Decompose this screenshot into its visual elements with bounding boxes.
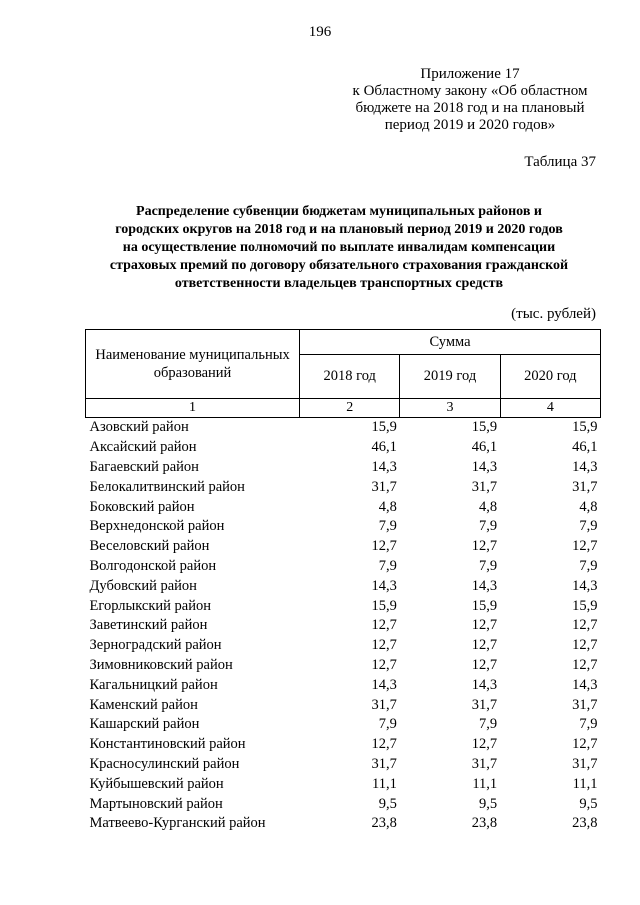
value-2020: 31,7 bbox=[572, 696, 598, 713]
value-2018: 4,8 bbox=[378, 498, 397, 515]
subvention-table bbox=[85, 329, 601, 834]
value-2020: 15,9 bbox=[572, 597, 598, 614]
value-2018: 23,8 bbox=[371, 815, 397, 832]
district-name: Заветинский район bbox=[89, 617, 208, 634]
district-name: Аксайский район bbox=[89, 439, 197, 456]
value-2019: 7,9 bbox=[479, 557, 498, 574]
header-name-column: Наименование муниципальных образований bbox=[86, 330, 300, 399]
value-2020: 31,7 bbox=[572, 478, 598, 495]
table-row bbox=[86, 477, 601, 497]
value-2019: 4,8 bbox=[479, 498, 498, 515]
value-2019: 12,7 bbox=[471, 656, 498, 673]
header-row bbox=[86, 330, 601, 355]
district-name: Кагальницкий район bbox=[89, 676, 218, 693]
title-line: Распределение субвенции бюджетам муниципальных районов и bbox=[136, 204, 542, 219]
table-row bbox=[86, 517, 601, 537]
value-2019: 15,9 bbox=[471, 597, 498, 614]
value-2020: 9,5 bbox=[579, 795, 598, 812]
district-name: Зерноградский район bbox=[89, 637, 222, 654]
district-name: Волгодонской район bbox=[89, 557, 217, 574]
appendix-block bbox=[340, 66, 600, 134]
value-2019: 9,5 bbox=[479, 795, 498, 812]
district-name: Егорлыкский район bbox=[89, 597, 211, 614]
value-2020: 12,7 bbox=[572, 637, 598, 654]
value-2019: 14,3 bbox=[471, 458, 498, 475]
value-2018: 7,9 bbox=[378, 518, 397, 535]
value-2019: 31,7 bbox=[471, 478, 498, 495]
value-2020: 12,7 bbox=[572, 656, 598, 673]
appendix-line: к Областному закону «Об областном bbox=[352, 83, 588, 99]
district-name: Азовский район bbox=[89, 419, 189, 436]
value-2020: 31,7 bbox=[572, 755, 598, 772]
header-year-2018: 2018 год bbox=[300, 355, 400, 399]
district-name: Куйбышевский район bbox=[89, 775, 224, 792]
value-2020: 14,3 bbox=[572, 458, 598, 475]
value-2020: 7,9 bbox=[579, 716, 598, 733]
value-2018: 12,7 bbox=[371, 637, 397, 654]
value-2019: 12,7 bbox=[471, 538, 498, 555]
district-name: Матвеево-Курганский район bbox=[89, 815, 266, 832]
value-2019: 31,7 bbox=[471, 696, 498, 713]
value-2018: 7,9 bbox=[378, 716, 397, 733]
value-2019: 23,8 bbox=[471, 815, 498, 832]
header-year-2019: 2019 год bbox=[400, 355, 500, 399]
title-line: городских округов на 2018 год и на плановый период 2019 и 2020 годов bbox=[115, 222, 563, 237]
value-2018: 14,3 bbox=[371, 577, 397, 594]
value-2020: 12,7 bbox=[572, 617, 598, 634]
title-line: страховых премий по договору обязательного страхования гражданской bbox=[109, 258, 569, 273]
value-2019: 12,7 bbox=[471, 736, 498, 753]
title-line: ответственности владельцев транспортных средств bbox=[174, 276, 504, 291]
value-2020: 12,7 bbox=[572, 736, 598, 753]
table-row bbox=[86, 458, 601, 478]
column-number: 2 bbox=[300, 399, 400, 418]
table-row bbox=[86, 576, 601, 596]
value-2019: 14,3 bbox=[471, 676, 498, 693]
district-name: Дубовский район bbox=[89, 577, 197, 594]
units-label: (тыс. рублей) bbox=[511, 306, 596, 322]
table-row bbox=[86, 438, 601, 458]
table-row bbox=[86, 715, 601, 735]
value-2020: 7,9 bbox=[579, 518, 598, 535]
value-2020: 23,8 bbox=[572, 815, 598, 832]
appendix-line: бюджете на 2018 год и на плановый bbox=[355, 100, 585, 116]
table-row bbox=[86, 735, 601, 755]
district-name: Багаевский район bbox=[89, 458, 199, 475]
value-2019: 7,9 bbox=[479, 716, 498, 733]
appendix-line: Приложение 17 bbox=[420, 66, 520, 82]
document-title bbox=[78, 203, 600, 293]
value-2018: 46,1 bbox=[371, 439, 397, 456]
table-row bbox=[86, 814, 601, 834]
value-2019: 7,9 bbox=[479, 518, 498, 535]
district-name: Константиновский район bbox=[89, 736, 246, 753]
value-2019: 12,7 bbox=[471, 637, 498, 654]
value-2018: 12,7 bbox=[371, 656, 397, 673]
value-2020: 46,1 bbox=[572, 439, 598, 456]
table-row bbox=[86, 418, 601, 438]
table-label: Таблица 37 bbox=[524, 154, 596, 170]
value-2020: 14,3 bbox=[572, 577, 598, 594]
value-2018: 7,9 bbox=[378, 557, 397, 574]
table-row bbox=[86, 636, 601, 656]
value-2020: 15,9 bbox=[572, 419, 598, 436]
table-row bbox=[86, 537, 601, 557]
table-row bbox=[86, 616, 601, 636]
value-2019: 11,1 bbox=[472, 775, 498, 792]
value-2018: 31,7 bbox=[371, 478, 397, 495]
table-row bbox=[86, 755, 601, 775]
value-2019: 46,1 bbox=[471, 439, 498, 456]
value-2018: 31,7 bbox=[371, 755, 397, 772]
value-2019: 12,7 bbox=[471, 617, 498, 634]
district-name: Мартыновский район bbox=[89, 795, 223, 812]
table-row bbox=[86, 557, 601, 577]
value-2018: 12,7 bbox=[371, 617, 397, 634]
value-2020: 4,8 bbox=[579, 498, 598, 515]
table-row bbox=[86, 656, 601, 676]
value-2019: 15,9 bbox=[471, 419, 498, 436]
district-name: Верхнедонской район bbox=[89, 518, 225, 535]
table-row bbox=[86, 774, 601, 794]
value-2018: 12,7 bbox=[371, 736, 397, 753]
district-name: Белокалитвинский район bbox=[89, 478, 245, 495]
value-2020: 7,9 bbox=[579, 557, 598, 574]
header-year-2020: 2020 год bbox=[500, 355, 600, 399]
table-row bbox=[86, 497, 601, 517]
table-row bbox=[86, 675, 601, 695]
column-numbers-row bbox=[86, 399, 601, 418]
column-number: 1 bbox=[86, 399, 300, 418]
district-name: Каменский район bbox=[89, 696, 198, 713]
district-name: Боковский район bbox=[89, 498, 195, 515]
table-row bbox=[86, 596, 601, 616]
value-2020: 14,3 bbox=[572, 676, 598, 693]
value-2018: 15,9 bbox=[371, 419, 397, 436]
value-2018: 14,3 bbox=[371, 458, 397, 475]
value-2020: 12,7 bbox=[572, 538, 598, 555]
header-sum: Сумма bbox=[300, 330, 601, 355]
value-2018: 9,5 bbox=[378, 795, 397, 812]
value-2018: 11,1 bbox=[372, 775, 397, 792]
district-name: Зимовниковский район bbox=[89, 656, 233, 673]
district-name: Веселовский район bbox=[89, 538, 210, 555]
appendix-line: период 2019 и 2020 годов» bbox=[384, 117, 556, 133]
value-2019: 31,7 bbox=[471, 755, 498, 772]
table-row bbox=[86, 695, 601, 715]
value-2020: 11,1 bbox=[572, 775, 598, 792]
value-2018: 15,9 bbox=[371, 597, 397, 614]
value-2018: 12,7 bbox=[371, 538, 397, 555]
page-number: 196 bbox=[308, 24, 332, 40]
district-name: Красносулинский район bbox=[89, 755, 240, 772]
value-2019: 14,3 bbox=[471, 577, 498, 594]
column-number: 4 bbox=[500, 399, 600, 418]
district-name: Кашарский район bbox=[89, 716, 200, 733]
value-2018: 31,7 bbox=[371, 696, 397, 713]
column-number: 3 bbox=[400, 399, 500, 418]
table-row bbox=[86, 794, 601, 814]
title-line: на осуществление полномочий по выплате инвалидам компенсации bbox=[122, 240, 556, 255]
value-2018: 14,3 bbox=[371, 676, 397, 693]
